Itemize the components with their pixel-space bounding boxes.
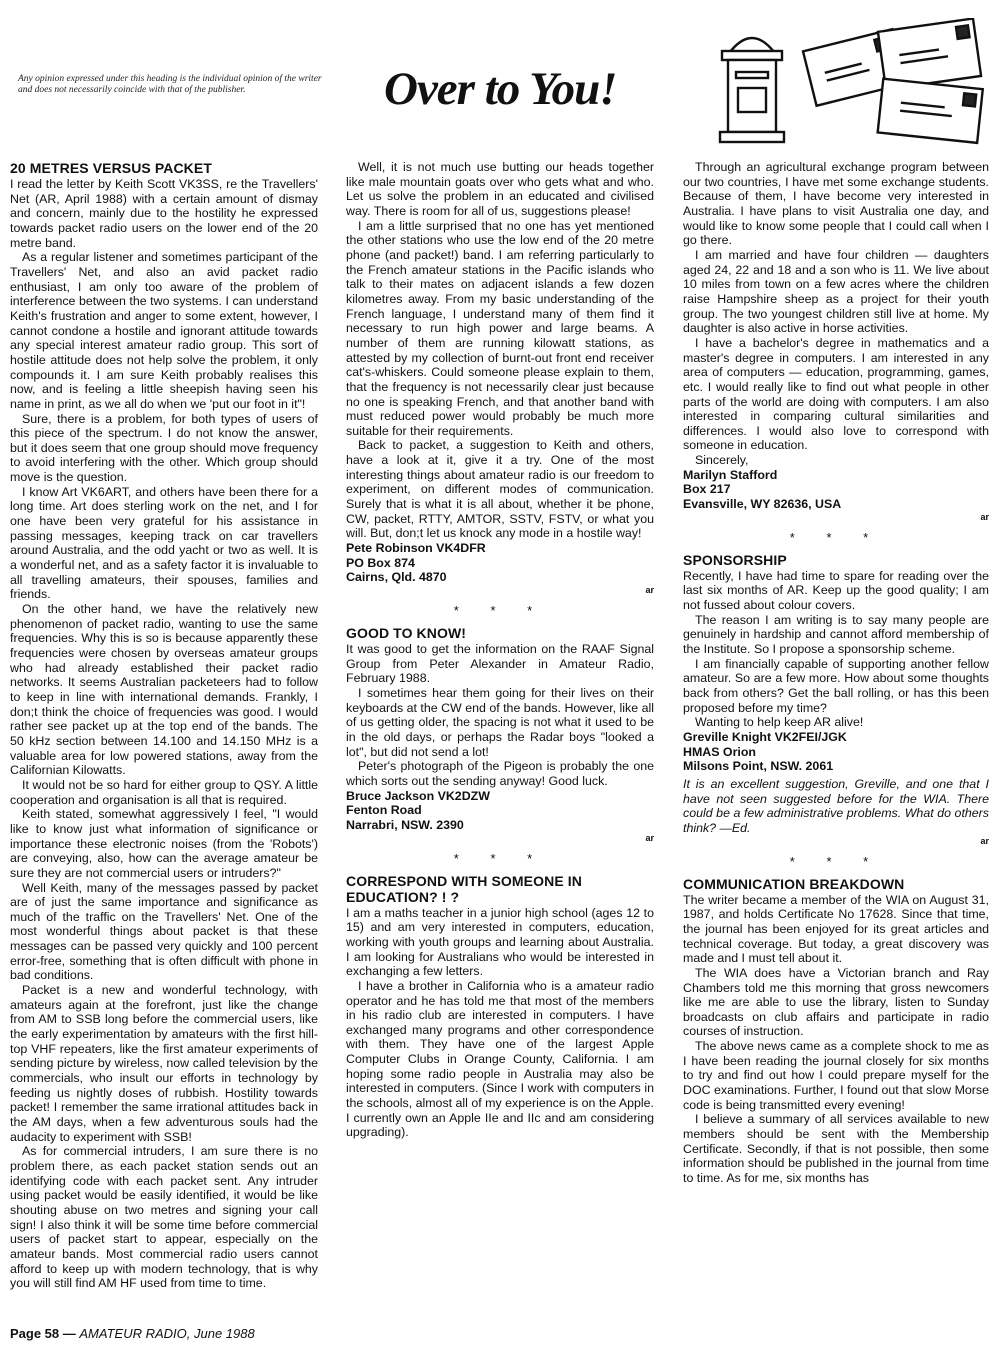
article-heading: GOOD TO KNOW! [346, 625, 467, 642]
paragraph: It would not be so hard for either group to QSY. A little cooperation and organisation is all that is required. [10, 777, 318, 807]
paragraph: The above news came as a complete shock to me as I have been reading the journal closely for six months to try and find out how I could prepare myself for the DOC examinations. Further, I found out that slow Morse code is being transmitted every evening! [683, 1039, 989, 1112]
paragraph: Well, it is not much use butting our heads together like male mountain goats over who gets what and who. Let us solve the problem in an educated and civilised way. There is room for all of us, suggestions please! [346, 160, 654, 218]
paragraph: Recently, I have had time to spare for reading over the last six months of AR. Keep up the good quality; I am not fussed about colour covers. [683, 568, 989, 613]
paragraph: Well Keith, many of the messages passed by packet are of just the same importance and significance as much of the traffic on the Travellers' Net. One of the most wonderful things about packet is that these messages can be passed very quickly and 100 percent error-free, something that is often difficult with phone in bad conditions. [10, 880, 318, 983]
mailbox-letters-illustration [712, 18, 988, 146]
column-3 [683, 160, 989, 1186]
paragraph: The reason I am writing is to say many people are genuinely in hardship and cannot afford membership of the Institute. So I propose a sponsorship scheme. [683, 612, 989, 657]
signature-line: Bruce Jackson VK2DZW [346, 788, 490, 803]
signature-line: Pete Robinson VK4DFR [346, 541, 486, 556]
paragraph: Packet is a new and wonderful technology, with amateurs again at the forefront, just like the change from AM to SSB long before the commercial users, like the early experimentation by amateurs with the first hill-top VHF repeaters, like the first amateur experiments of sending picture by wireless, now called television by the commercials, who insult our efforts in technology by feeding us nightly doses of rubbish. Hostility towards packet! I remember the same irrational attitudes back in the AM days, when a few adventurous souls had the audacity to experiment with SSB! [10, 983, 318, 1144]
paragraph: I read the letter by Keith Scott VK3SS, re the Travellers' Net (AR, April 1988) with a certain amount of dismay and concern, mainly due to the hostility he expressed towards packet radio users on the lower end of the 20 metre band. [10, 177, 318, 250]
paragraph: The WIA does have a Victorian branch and Ray Chambers told me this morning that gross newcomers like me are able to use the library, listen to Sunday broadcasts on club affairs and participate in radio courses of instruction. [683, 965, 989, 1039]
page-header [0, 0, 1000, 150]
paragraph: I am married and have four children — daughters aged 24, 22 and 18 and a son who is 11. We live about 10 miles from town on a few acres where the children raise Hampshire sheep as a project for their youth group. The two youngest children still live at home. My daughter is also active in horse activities. [683, 247, 989, 336]
paragraph: I sometimes hear them going for their lives on their keyboards at the CW end of the bands. However, like all of us getting older, the spacing is not what it used to be in the old days, or perhaps the Radar boys "looked a lot", but did not send a lot! [346, 686, 654, 759]
paragraph: I believe a summary of all services available to new members should be sent with the Membership Certificate. Secondly, if that is not possible, then some information should be published in the journal from time to time. As for me, six months has [683, 1112, 989, 1186]
article-heading: COMMUNICATION BREAKDOWN [683, 875, 905, 892]
signature-line: Narrabri, NSW. 2390 [346, 817, 464, 832]
paragraph: I have a brother in California who is a amateur radio operator and he has told me that most of the members in his radio club are interested in computers. I have exchanged many programs and other correspondence with them. They have one of the largest Apple Computer Clubs in Orange County, California. I am hoping some radio people in Australia may also be interested in computers. (Since I work with computers in the schools, almost all of my experience is on the Apple. I currently own an Apple IIe and IIc and am considering upgrading). [346, 978, 654, 1140]
section-separator: * * * [789, 853, 883, 869]
page-number: Page 58 [10, 1326, 60, 1341]
paragraph: Back to packet, a suggestion to Keith and others, have a look at it, give it a try. One of the most interesting things about amateur radio is our freedom to experiment, on different modes of communication. Surely that is what it is all about, whether it be phone, CW, packet, RTTY, AMTOR, SSTV, FSTV, or what you will. But, don;t let us knock any mode in a hostile way! [346, 438, 654, 541]
paragraph: Keith stated, somewhat aggressively I feel, "I would like to know just what information of significance or importance these electronic noises (from the 'Robots') are conveying, also, how can the average amateur be sure they are not commercial users or intruders?" [10, 807, 318, 880]
section-separator: * * * [453, 603, 547, 619]
editor-note: It is an excellent suggestion, Greville, and one that I have not seen suggested before for the WIA. There could be a few administrative problems. What do others think? —Ed. [683, 776, 989, 835]
issue-date: , June 1988 [186, 1326, 255, 1341]
disclaimer: Any opinion expressed under this heading is the individual opinion of the writer and does not necessarily coincide with that of the publisher. [18, 74, 322, 95]
section-separator: * * * [789, 529, 883, 545]
section-separator: * * * [453, 850, 547, 866]
paragraph: I am a little surprised that no one has yet mentioned the other stations who use the low end of the 20 metre phone (and packet!) band. I am referring particularly to the French amateur stations in the Pacific islands who talk to their mates on adjacent islands a few dozen kilometres away. From my basic understanding of the French language, I understand many of them find it necessary to run high power and large beams. A number of them are running kilowatt stations, as attested by my collection of burnt-out front end receiver cat's-whiskers. Could someone please explain to them, that the frequency is not necessarily clear just because no one is speaking French, and that another band with must reduced power would probably be much more suitable for their requirements. [346, 218, 654, 438]
end-mark: ar [645, 585, 654, 596]
end-mark: ar [980, 511, 989, 522]
section-title: Over to You! [384, 63, 617, 115]
article-heading: SPONSORSHIP [683, 551, 787, 568]
article-heading: CORRESPOND WITH SOMEONE IN EDUCATION? ! ? [346, 872, 582, 905]
paragraph: The writer became a member of the WIA on August 31, 1987, and holds Certificate No 17628. Since that time, the journal has been enjoyed for its great articles and technical coverage. But today, a great discovery was made and I must tell about it. [683, 892, 989, 966]
end-mark: ar [980, 835, 989, 846]
paragraph: Through an agricultural exchange program between our two countries, I have met some exchange students. Because of them, I have become very interested in Australia. I have plans to visit Australia one day, and would like to know some people that I could call when I go there. [683, 160, 989, 248]
signature-line: Milsons Point, NSW. 2061 [683, 759, 834, 774]
signature-line: Evansville, WY 82636, USA [683, 497, 842, 512]
footer-dash: — [59, 1326, 80, 1341]
article-heading: 20 METRES VERSUS PACKET [10, 160, 212, 176]
paragraph: I have a bachelor's degree in mathematics and a master's degree in computers. I am interested in any area of computers — education, programming, games, etc. I would really like to find out what people in other parts of the world are doing with computers. I am also interested in comparing cultural similarities and differences. I would also love to correspond with someone in education. [683, 335, 989, 453]
paragraph: I am a maths teacher in a junior high school (ages 12 to 15) and am very interested in computers, education, working with youth groups and learning about Australia. I am looking for Australians who would be interested in exchanging a few letters. [346, 905, 654, 979]
paragraph: Sincerely, [695, 453, 749, 468]
column-2 [346, 160, 654, 1140]
paragraph: I know Art VK6ART, and others have been there for a long time. Art does sterling work on the net, and I for one have been very grateful for his assistance in passing messages, keeping track on car travellers around Australia, and the odd yacht or two as well. It is a wonderful net, and as a safety factor it is invaluable to all travelling amateurs, their spouses, families and friends. [10, 484, 318, 602]
signature-line: HMAS Orion [683, 744, 756, 759]
signature-line: Cairns, Qld. 4870 [346, 570, 447, 585]
column-1 [10, 160, 318, 1291]
paragraph: As for commercial intruders, I am sure there is no problem there, as each packet station sends out an identifying code with each packet sent. Any intruder using packet would be easily identified, it would be like shouting abuse on two metres and signing your call sign! I also think it will be some time before commercial users of packet start to appear, especially on the amateur bands. Most commercial radio users cannot afford to keep up with modern technology, that is why you will still find AM HF used from time to time. [10, 1144, 318, 1291]
paragraph: I am financially capable of supporting another fellow amateur. So are a few more. How about some thoughts back from others? Get the ball rolling, or has this been proposed before my time? [683, 656, 989, 715]
publication-name: AMATEUR RADIO [79, 1326, 187, 1341]
signature-line: Greville Knight VK2FEI/JGK [683, 729, 847, 744]
paragraph: Wanting to help keep AR alive! [695, 715, 864, 730]
page-footer [10, 1326, 255, 1341]
paragraph: Peter's photograph of the Pigeon is probably the one which sorts out the sending anyway! Good luck. [346, 759, 654, 788]
paragraph: On the other hand, we have the relatively new phenomenon of packet radio, wanting to use the same frequencies. Why this is so is because apparently these frequencies were chosen by overseas amateur groups who had already established their packet radio networks. It seems Australian packeteers had to follow to keep in line with international demands. Frankly, I don;t think the choice of frequencies was good. I would rather see packet up at the top end of the bands. The 50 kHz section between 14.100 and 14.150 MHz is a valuable area for low powered stations, away from the Californian Kilowatts. [10, 602, 318, 778]
signature-line: Box 217 [683, 482, 731, 497]
paragraph: Sure, there is a problem, for both types of users of this piece of the spectrum. I do not know the answer, but it does seem that one group should move frequency to avoid interfering with the other. Which group should move is the question. [10, 411, 318, 485]
signature-line: Marilyn Stafford [683, 467, 778, 482]
paragraph: It was good to get the information on the RAAF Signal Group from Peter Alexander in Amateur Radio, February 1988. [346, 642, 654, 686]
paragraph: As a regular listener and sometimes participant of the Travellers' Net, and also an avid packet radio enthusiast, I am only too aware of the problem of interference between the two systems. I can understand Keith's frustration and anger to some extent, however, I cannot condone a hostile and ignorant attitude towards any special interest amateur radio group. This sort of hostile attitude does not help solve the problem, it only compounds it. I am sure Keith probably realises this now, and is feeling a little sheepish having seen his name in print, as we all do when we 'put our foot in it"! [10, 250, 318, 411]
signature-line: Fenton Road [346, 803, 422, 818]
end-mark: ar [645, 832, 654, 843]
signature-line: PO Box 874 [346, 555, 415, 570]
